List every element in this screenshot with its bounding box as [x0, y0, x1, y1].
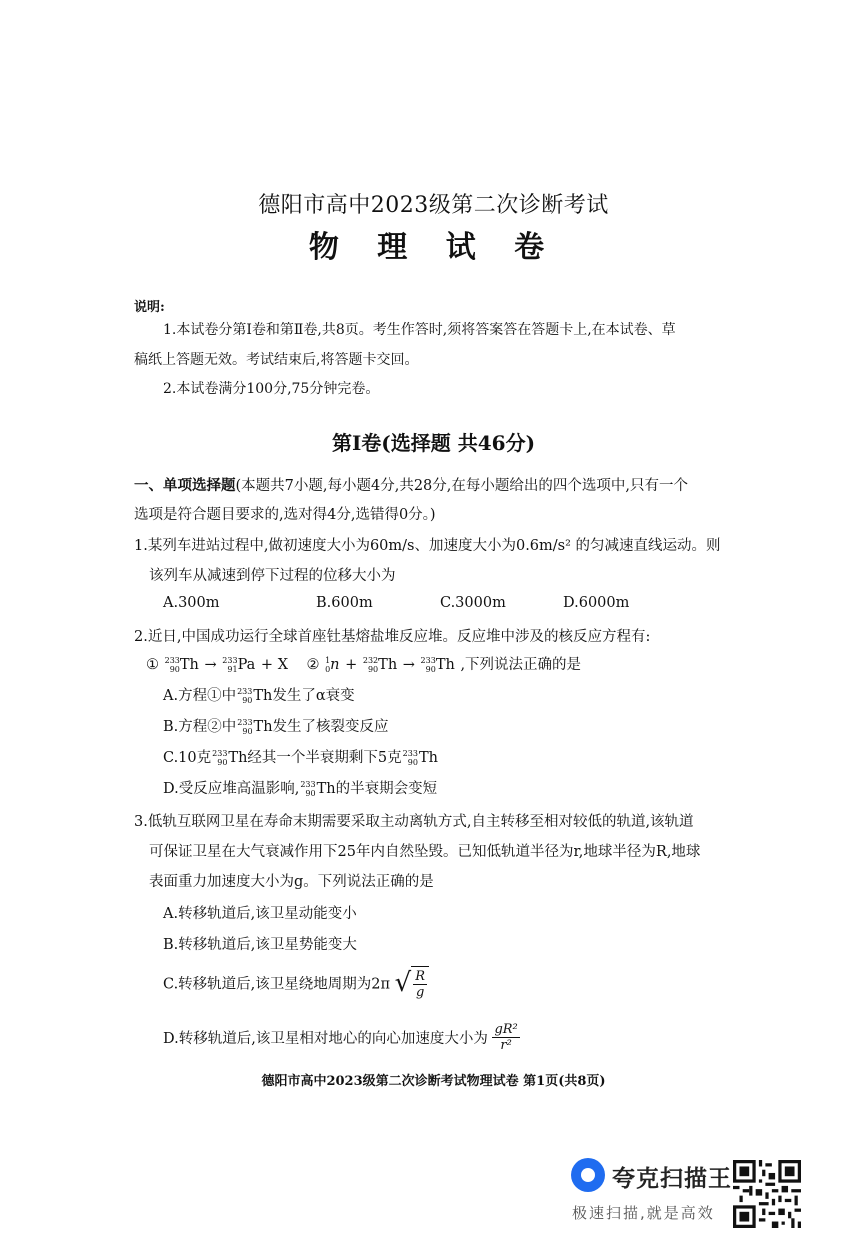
th233-mass: 233 [212, 749, 228, 758]
q3-stem-1: 3.低轨互联网卫星在寿命末期需要采取主动离轨方式,自主转移至相对较低的轨道,该轨道 [134, 814, 694, 830]
pa233-nuclide [222, 656, 255, 674]
plus: + [260, 657, 274, 673]
sqrt-expression [395, 966, 429, 1000]
th233-nuclide [165, 656, 199, 674]
th232-mass: 232 [362, 656, 379, 665]
q2-option-b-pre: B.方程②中 [163, 719, 237, 735]
th233-mass: 233 [237, 687, 253, 696]
q2-option-d-pre: D.受反应堆高温影响, [163, 781, 300, 797]
q2-option-a [163, 684, 355, 705]
part-heading [134, 474, 688, 495]
q2-eq2-label: ② [306, 657, 320, 673]
arrow: → [402, 657, 415, 673]
r-over-g-fraction [413, 969, 427, 1000]
notes-line-3: 2.本试卷满分100分,75分钟完卷。 [163, 381, 380, 397]
q1-option-c: C.3000m [440, 595, 506, 611]
th233-z: 90 [407, 758, 418, 767]
th233-mass: 233 [237, 718, 253, 727]
q2-option-c [163, 746, 438, 767]
q3-stem-3: 表面重力加速度大小为g。下列说法正确的是 [149, 874, 434, 890]
th233-z: 90 [217, 758, 228, 767]
part-desc-1: (本题共7小题,每小题4分,共28分,在每小题给出的四个选项中,只有一个 [235, 478, 688, 494]
notes-line-2: 稿纸上答题无效。考试结束后,将答题卡交回。 [134, 352, 419, 368]
fraction-denominator: g [415, 985, 425, 1000]
q2-stem-1: 2.近日,中国成功运行全球首座钍基熔盐堆反应堆。反应堆中涉及的核反应方程有: [134, 629, 651, 645]
subject-title: 物 理 试 卷 [308, 230, 559, 265]
th233-nuclide [212, 749, 227, 767]
q2-option-c-post: Th [418, 750, 438, 766]
notes-heading: 说明: [134, 300, 165, 315]
th232-z: 90 [367, 665, 379, 674]
q2-option-d [163, 777, 437, 798]
part-desc-2: 选项是符合题目要求的,选对得4分,选错得0分。) [134, 507, 436, 523]
q1-option-b: B.600m [316, 595, 373, 611]
q2-option-b [163, 715, 389, 736]
th233-z: 90 [242, 727, 253, 736]
th233-z: 90 [425, 665, 436, 674]
th233-z: 90 [305, 789, 316, 798]
th233-nuclide [421, 656, 455, 674]
q1-stem-2: 该列车从减速到停下过程的位移大小为 [149, 568, 396, 584]
fraction-numerator: R [415, 969, 426, 984]
gr2-over-r2-fraction [492, 1022, 519, 1053]
fraction-denominator: r² [500, 1038, 512, 1053]
q3-option-c-text: C.转移轨道后,该卫星绕地周期为2π [163, 976, 391, 993]
q2-option-d-post: Th的半衰期会变短 [316, 781, 438, 797]
pa233-symbol: Pa [237, 657, 256, 673]
th233-mass: 233 [300, 780, 316, 789]
qr-code-icon [733, 1160, 801, 1228]
neutron [325, 656, 339, 674]
q3-option-a: A.转移轨道后,该卫星动能变小 [163, 906, 357, 922]
q2-eq1-label: ① [146, 657, 159, 673]
q3-option-d-text: D.转移轨道后,该卫星相对地心的向心加速度大小为 [163, 1031, 488, 1047]
page-footer: 德阳市高中2023级第二次诊断考试物理试卷 第1页(共8页) [261, 1074, 606, 1089]
th233-nuclide [300, 780, 315, 798]
th233-mass: 233 [420, 656, 436, 665]
fraction-numerator: gR² [494, 1022, 518, 1037]
scanner-slogan: 极速扫描,就是高效 [572, 1204, 715, 1222]
th233-z: 90 [169, 665, 180, 674]
neutron-symbol: n [330, 657, 340, 673]
notes-line-1: 1.本试卷分第Ⅰ卷和第Ⅱ卷,共8页。考生作答时,须将答案答在答题卡上,在本试卷、草 [163, 322, 676, 338]
scanner-logo-icon [571, 1158, 605, 1192]
q2-stem-tail: ,下列说法正确的是 [460, 657, 582, 673]
q2-option-c-pre: C.10克 [163, 750, 212, 766]
arrow: → [204, 657, 217, 673]
th232-symbol: Th [378, 657, 398, 673]
exam-title: 德阳市高中2023级第二次诊断考试 [258, 193, 609, 218]
th233-nuclide [403, 749, 418, 767]
neutron-mass: 1 [325, 656, 331, 665]
pa233-z: 91 [227, 665, 238, 674]
neutron-z: 0 [325, 665, 331, 674]
q1-stem-1: 1.某列车进站过程中,做初速度大小为60m/s、加速度大小为0.6m/s² 的匀减速直线运动。则 [134, 538, 721, 554]
th233-z: 90 [242, 696, 253, 705]
q3-option-d [163, 1022, 520, 1053]
q2-equations [146, 653, 581, 674]
part-title: 一、单项选择题 [134, 477, 236, 494]
section-title: 第Ⅰ卷(选择题 共46分) [331, 431, 536, 455]
th232-nuclide [363, 656, 397, 674]
q3-option-b: B.转移轨道后,该卫星势能变大 [163, 937, 357, 953]
sqrt-icon: √ [394, 968, 412, 998]
th233-symbol: Th [435, 657, 455, 673]
q1-option-d: D.6000m [563, 595, 630, 611]
th233-nuclide [237, 687, 252, 705]
th233-mass: 233 [164, 656, 180, 665]
q2-option-a-pre: A.方程①中 [163, 688, 237, 704]
th233-symbol: Th [179, 657, 199, 673]
th233-nuclide [237, 718, 252, 736]
scanner-brand: 夸克扫描王 [612, 1166, 732, 1192]
q2-option-a-post: Th发生了α衰变 [253, 688, 355, 704]
q3-option-c [163, 966, 429, 1000]
th233-mass: 233 [402, 749, 418, 758]
q2-option-c-mid: Th经其一个半衰期剩下5克 [228, 750, 402, 766]
x-particle: X [277, 657, 289, 673]
pa233-mass: 233 [222, 656, 238, 665]
q3-stem-2: 可保证卫星在大气衰减作用下25年内自然坠毁。已知低轨道半径为r,地球半径为R,地球 [149, 844, 701, 860]
q1-option-a: A.300m [163, 595, 220, 611]
plus: + [345, 657, 358, 673]
q2-option-b-post: Th发生了核裂变反应 [253, 719, 389, 735]
